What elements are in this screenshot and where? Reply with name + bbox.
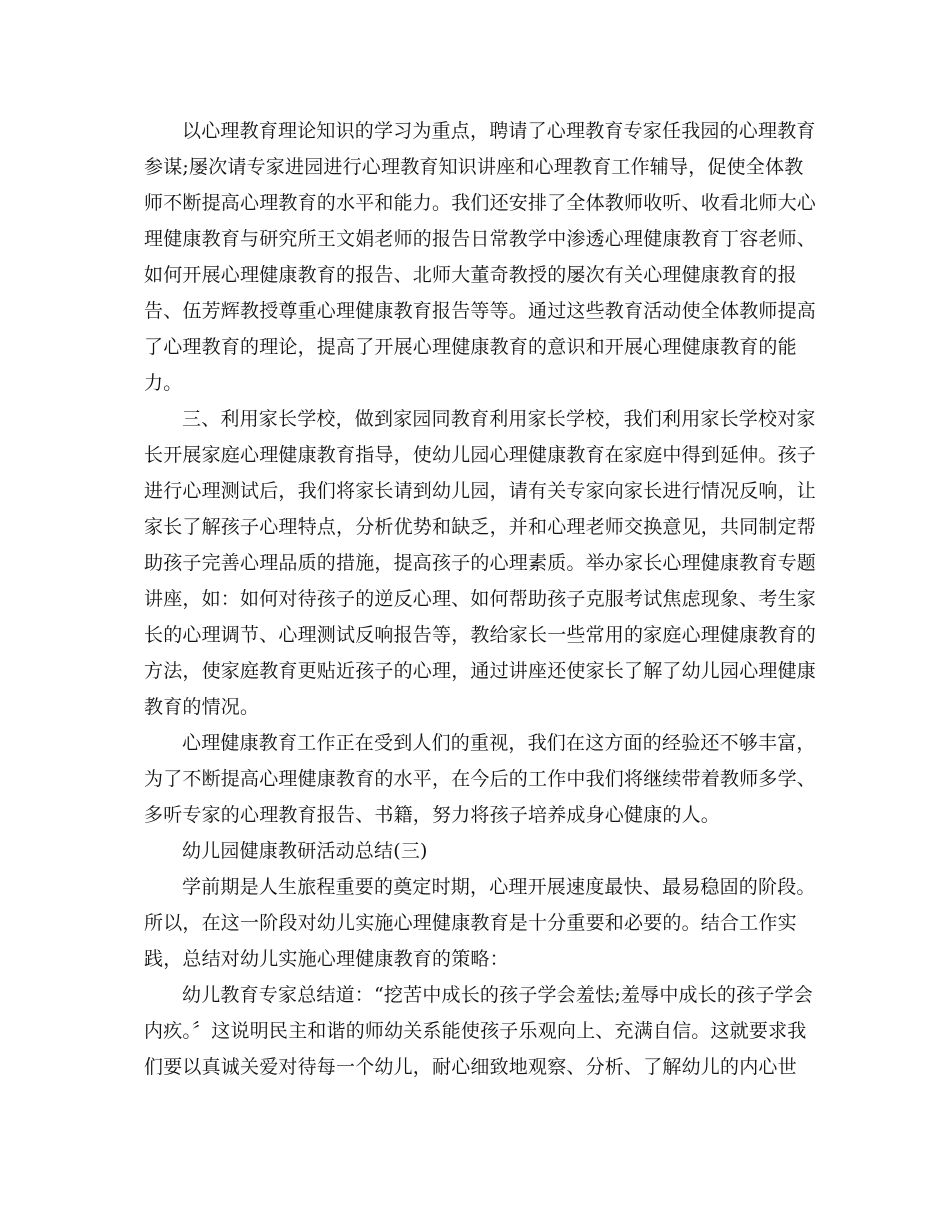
text-line: 助孩子完善心理品质的措施，提高孩子的心理素质。举办家长心理健康教育专题 bbox=[144, 552, 817, 574]
text-line: 们要以真诚关爱对待每一个幼儿，耐心细致地观察、分析、了解幼儿的内心世 bbox=[144, 1056, 797, 1078]
text-line: 如何开展心理健康教育的报告、北师大董奇教授的屡次有关心理健康教育的报 bbox=[144, 264, 797, 286]
text-line: 讲座，如：如何对待孩子的逆反心理、如何帮助孩子克服考试焦虑现象、考生家 bbox=[144, 588, 817, 610]
text-line: 多听专家的心理教育报告、书籍，努力将孩子培养成身心健康的人。 bbox=[144, 804, 721, 826]
paragraph bbox=[144, 725, 817, 833]
text-line: 方法，使家庭教育更贴近孩子的心理，通过讲座还使家长了解了幼儿园心理健康 bbox=[144, 660, 817, 682]
text-line: 三、利用家长学校，做到家园同教育利用家长学校，我们利用家长学校对家 bbox=[182, 408, 816, 430]
text-line: 了心理教育的理论，提高了开展心理健康教育的意识和开展心理健康教育的能 bbox=[144, 336, 797, 358]
text-line: 以心理教育理论知识的学习为重点，聘请了心理教育专家任我园的心理教育 bbox=[182, 120, 816, 142]
text-line: 学前期是人生旅程重要的奠定时期，心理开展速度最快、最易稳固的阶段。 bbox=[182, 876, 816, 898]
text-line: 参谋;屡次请专家进园进行心理教育知识讲座和心理教育工作辅导，促使全体教 bbox=[144, 156, 804, 178]
text-line: 长开展家庭心理健康教育指导，使幼儿园心理健康教育在家庭中得到延伸。孩子 bbox=[144, 444, 817, 466]
text-line: 心理健康教育工作正在受到人们的重视，我们在这方面的经验还不够丰富， bbox=[182, 732, 816, 754]
text-line: 长的心理调节、心理测试反响报告等，教给家长一些常用的家庭心理健康教育的 bbox=[144, 624, 817, 646]
paragraph bbox=[144, 869, 816, 977]
document-body bbox=[144, 113, 817, 1085]
text-line: 师不断提高心理教育的水平和能力。我们还安排了全体教师收听、收看北师大心 bbox=[144, 192, 817, 214]
text-line: 告、伍芳辉教授尊重心理健康教育报告等等。通过这些教育活动使全体教师提高 bbox=[144, 300, 817, 322]
text-line: 为了不断提高心理健康教育的水平，在今后的工作中我们将继续带着教师多学、 bbox=[144, 768, 817, 790]
paragraph bbox=[144, 113, 817, 401]
section-title: 幼儿园健康教研活动总结(三) bbox=[182, 840, 428, 862]
paragraph bbox=[144, 977, 813, 1085]
text-line: 践，总结对幼儿实施心理健康教育的策略： bbox=[144, 948, 509, 970]
text-line: 进行心理测试后，我们将家长请到幼儿园，请有关专家向家长进行情况反响，让 bbox=[144, 480, 817, 502]
text-line: 所以，在这一阶段对幼儿实施心理健康教育是十分重要和必要的。结合工作实 bbox=[144, 912, 797, 934]
paragraph bbox=[144, 401, 817, 725]
text-line: 教育的情况。 bbox=[144, 696, 260, 718]
section-heading bbox=[144, 833, 808, 869]
text-line: 理健康教育与研究所王文娟老师的报告日常教学中渗透心理健康教育丁容老师、 bbox=[144, 228, 817, 250]
text-line: 家长了解孩子心理特点，分析优势和缺乏，并和心理老师交换意见，共同制定帮 bbox=[144, 516, 817, 538]
text-line: 力。 bbox=[144, 372, 183, 394]
text-line: 内疚。〞这说明民主和谐的师幼关系能使孩子乐观向上、充满自信。这就要求我 bbox=[144, 1020, 807, 1042]
text-line: 幼儿教育专家总结道：“挖苦中成长的孩子学会羞怯;羞辱中成长的孩子学会 bbox=[182, 984, 813, 1006]
